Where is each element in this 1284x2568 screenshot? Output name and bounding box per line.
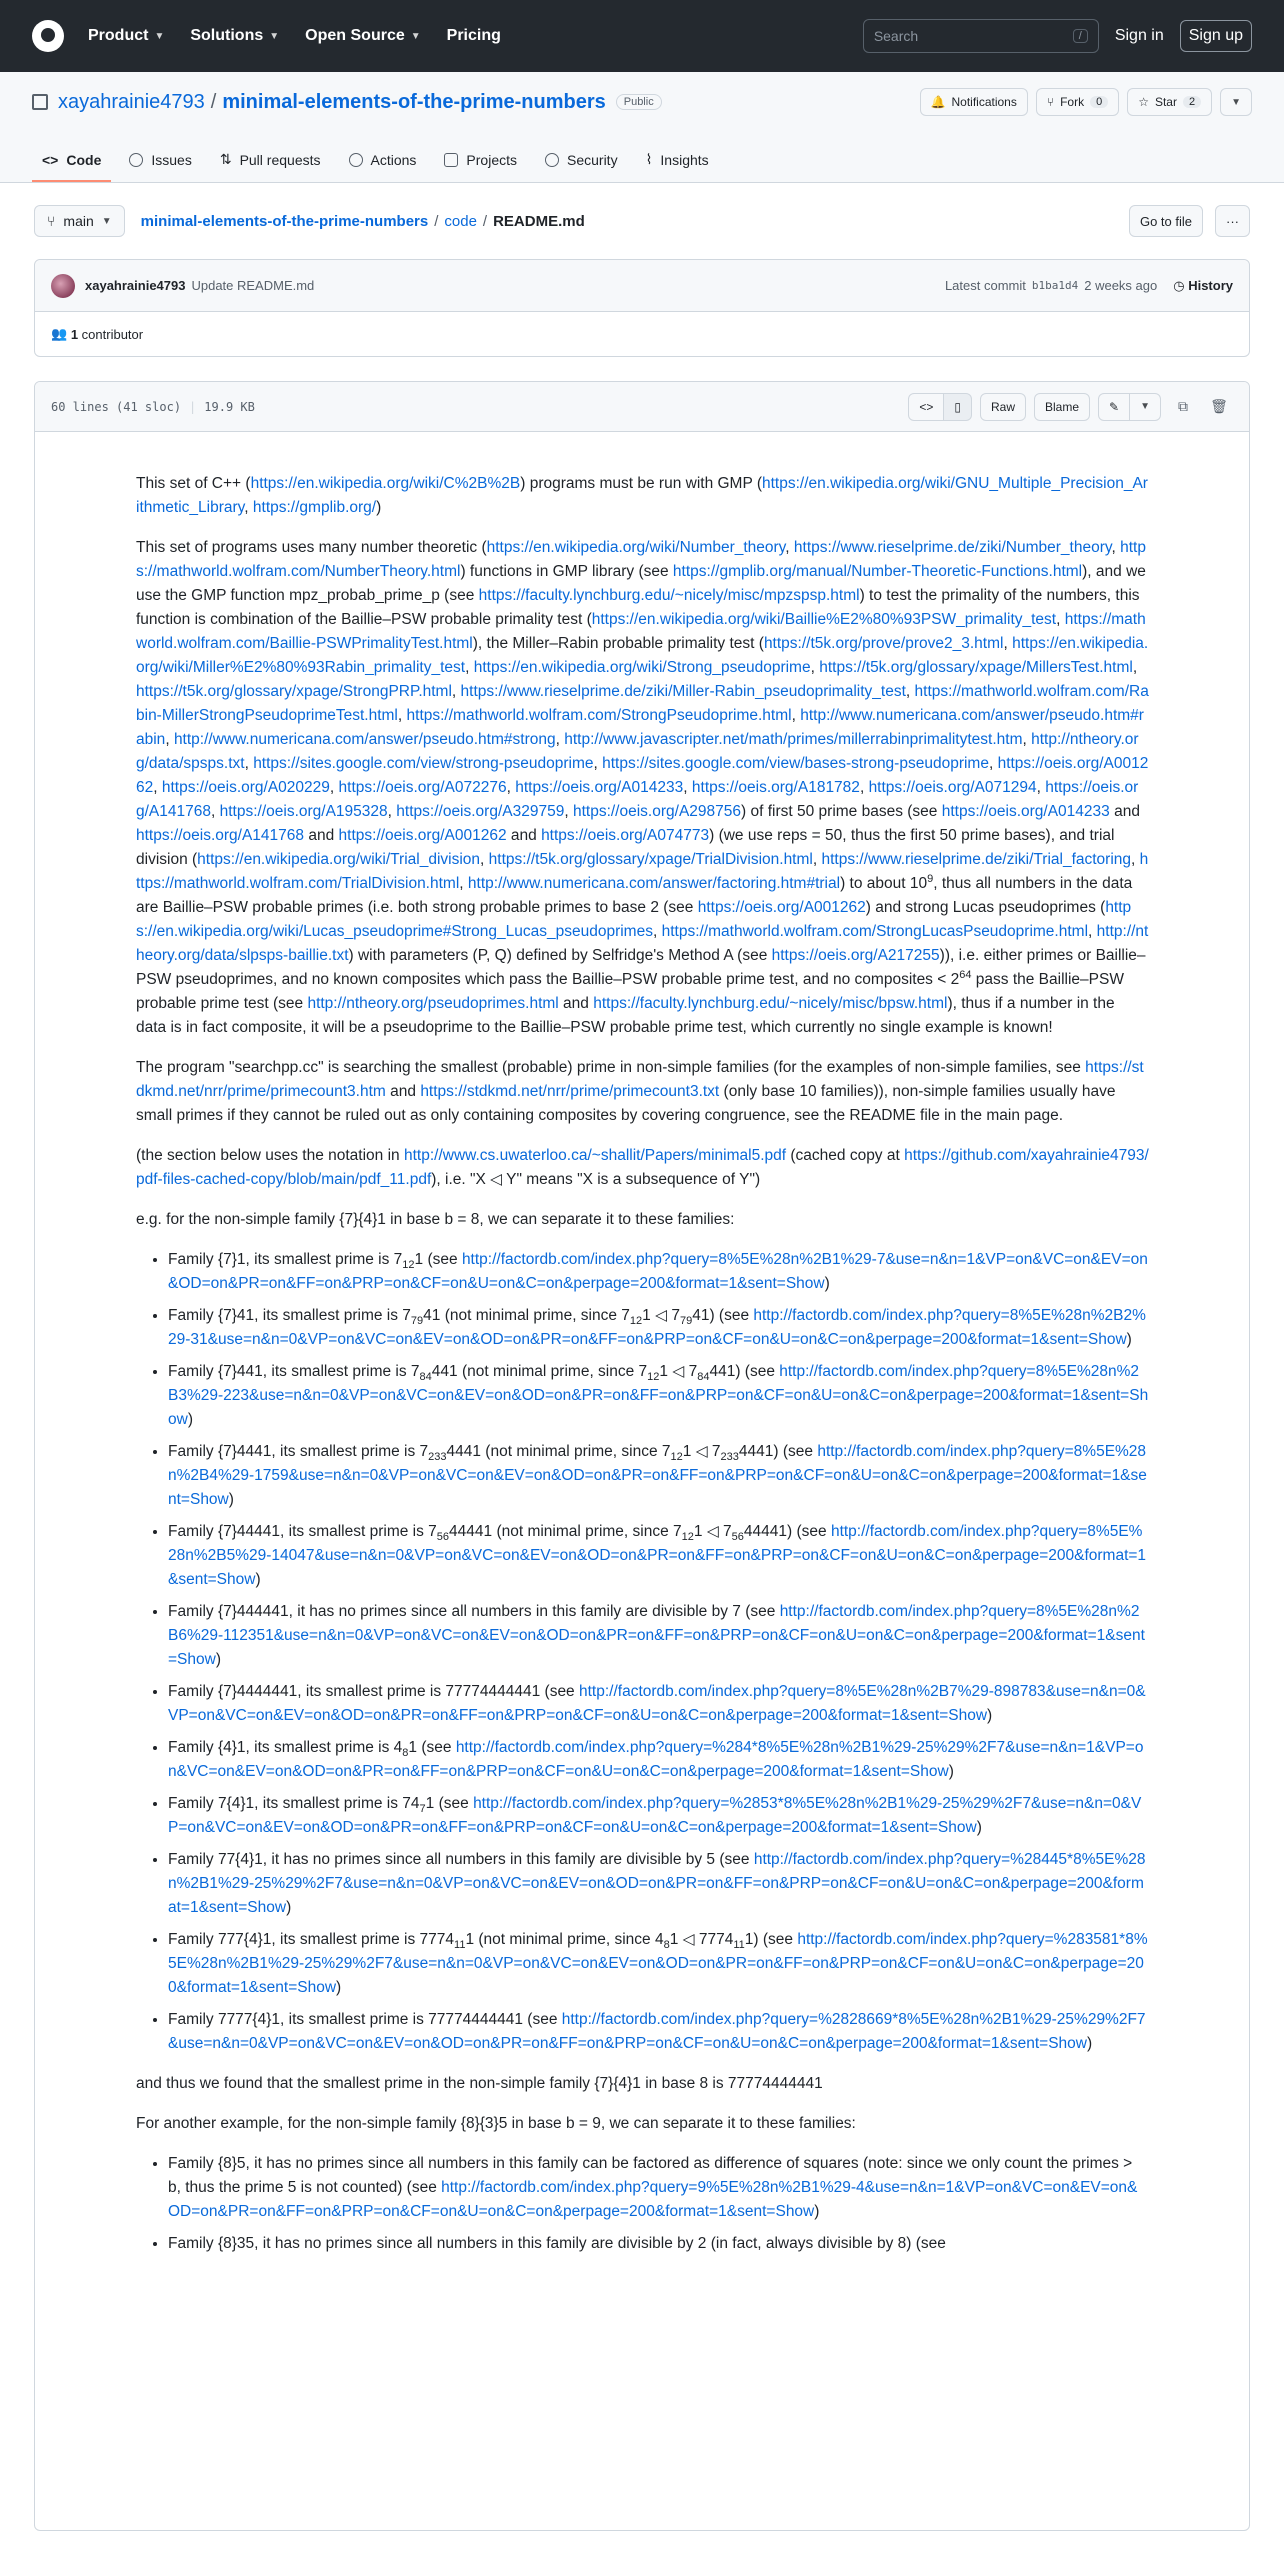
- pencil-icon: ✎: [1109, 399, 1120, 414]
- notifications-label: Notifications: [951, 95, 1017, 109]
- readme-link[interactable]: http://ntheory.org/data/spsps.txt: [136, 731, 1139, 772]
- readme-link[interactable]: https://faculty.lynchburg.edu/~nicely/misc/mpzspsp.html: [478, 587, 860, 604]
- readme-link[interactable]: https://oeis.org/A329759: [396, 803, 565, 820]
- readme-link[interactable]: https://oeis.org/A072276: [338, 779, 507, 796]
- copy-icon: ⧉: [1178, 398, 1188, 414]
- fork-label: Fork: [1060, 95, 1085, 109]
- readme-link[interactable]: http://factordb.com/index.php?query=8%5E%28n%2B1%29-7&use=n&n=1&VP=on&VC=on&EV=on&OD=on&PR=on&FF=on&PRP=on&CF=on&U=on&C=on&perpage=200&format=1&sent=Show: [168, 1251, 1148, 1292]
- readme-link[interactable]: https://sites.google.com/view/strong-pseudoprime: [253, 755, 594, 772]
- branch-name: main: [63, 213, 94, 229]
- github-logo-icon[interactable]: [32, 20, 64, 52]
- issue-icon: [129, 153, 143, 167]
- readme-link[interactable]: https://t5k.org/glossary/xpage/MillersTest.html: [819, 659, 1133, 676]
- copy-button[interactable]: [1169, 393, 1197, 421]
- readme-link[interactable]: https://www.rieselprime.de/ziki/Number_theory: [793, 539, 1112, 556]
- clock-icon: ◷: [1173, 277, 1185, 293]
- nav-label: Open Source: [305, 27, 405, 44]
- repo-name-link[interactable]: minimal-elements-of-the-prime-numbers: [222, 90, 606, 113]
- star-count: 2: [1183, 96, 1201, 108]
- chevron-down-icon: ▼: [410, 30, 421, 42]
- tab-label: Projects: [466, 152, 517, 168]
- list-item: • Family 7777{4}1, its smallest prime is 77774444441 (see http://factordb.com/index.php?query=%2828669*8%5E%28n%2B1%29-25%29%2F7&use=n&n=0&VP=on&VC=on&EV=on&OD=on&PR=on&FF=on&PRP=on&CF=on&U=on&C=on&perpage=200&format=1&sent=Show): [168, 2008, 1149, 2056]
- nav-label: Solutions: [190, 27, 264, 44]
- more-options-button[interactable]: ···: [1215, 205, 1250, 237]
- tab-label: Pull requests: [239, 151, 321, 168]
- delete-button[interactable]: [1205, 393, 1233, 421]
- readme-link[interactable]: https://sites.google.com/view/bases-strong-pseudoprime: [602, 755, 989, 772]
- code-icon: <>: [42, 152, 59, 168]
- file-icon: ▯: [954, 399, 961, 414]
- nav-pricing[interactable]: Pricing: [446, 27, 501, 44]
- nav-product[interactable]: [88, 27, 164, 45]
- readme-link[interactable]: https://stdkmd.net/nrr/prime/primecount3.htm: [136, 1059, 1144, 1100]
- blame-button[interactable]: Blame: [1034, 393, 1090, 421]
- readme-link[interactable]: http://factordb.com/index.php?query=8%5E%28n%2B6%29-112351&use=n&n=0&VP=on&VC=on&EV=on&OD=on&PR=on&FF=on&PRP=on&CF=on&U=on&C=on&perpage=200&format=1&sent=Show: [168, 1603, 1145, 1668]
- repo-tabs: [32, 132, 1252, 182]
- trash-icon: 🗑: [1210, 398, 1228, 414]
- list-item: • Family {7}441, its smallest prime is $7_{84}441$ (not minimal prime, since $7_{12}1$ ◁ $7_{84}441$) (see http://factordb.com/index.php?query=8%5E%28n%2B3%29-223&use=n&n=0&VP=on&VC=on&EV=on&OD=on&PR=on&FF=on&PRP=on&CF=on&U=on&C=on&perpage=200&format=1&sent=Show): [168, 1360, 1149, 1432]
- list-item: • Family {7}4444441, its smallest prime is 77774444441 (see http://factordb.com/index.php?query=8%5E%28n%2B7%29-898783&use=n&n=0&VP=on&VC=on&EV=on&OD=on&PR=on&FF=on&PRP=on&CF=on&U=on&C=on&perpage=200&format=1&sent=Show): [168, 1680, 1149, 1728]
- chevron-down-icon: ▼: [1231, 96, 1241, 108]
- code-view-button[interactable]: [908, 393, 944, 421]
- readme-link[interactable]: http://www.cs.uwaterloo.ca/~shallit/Papers/minimal5.pdf: [403, 1147, 787, 1164]
- tab-projects[interactable]: [434, 152, 527, 182]
- readme-link[interactable]: https://t5k.org/glossary/xpage/TrialDivision.html: [488, 851, 813, 868]
- readme-link[interactable]: http://factordb.com/index.php?query=8%5E%28n%2B3%29-223&use=n&n=0&VP=on&VC=on&EV=on&OD=on&PR=on&FF=on&PRP=on&CF=on&U=on&C=on&perpage=200&format=1&sent=Show: [168, 1363, 1149, 1428]
- readme-link[interactable]: http://factordb.com/index.php?query=8%5E%28n%2B5%29-14047&use=n&n=0&VP=on&VC=on&EV=on&OD=on&PR=on&FF=on&PRP=on&CF=on&U=on&C=on&perpage=200&format=1&sent=Show: [168, 1523, 1147, 1588]
- tab-issues[interactable]: [119, 152, 201, 182]
- readme-link[interactable]: https://en.wikipedia.org/wiki/Miller%E2%80%93Rabin_primality_test: [136, 635, 1149, 676]
- contributors-row[interactable]: [35, 312, 1249, 356]
- readme-link[interactable]: https://t5k.org/prove/prove2_3.html: [763, 635, 1004, 652]
- list-item: • Family {7}41, its smallest prime is $7_{79}41$ (not minimal prime, since $7_{12}1$ ◁ $7_{79}41$) (see http://factordb.com/index.php?query=8%5E%28n%2B2%29-31&use=n&n=0&VP=on&VC=on&EV=on&OD=on&PR=on&FF=on&PRP=on&CF=on&U=on&C=on&perpage=200&format=1&sent=Show): [168, 1304, 1149, 1352]
- readme-link[interactable]: https://oeis.org/A181782: [691, 779, 860, 796]
- readme-link[interactable]: https://en.wikipedia.org/wiki/Lucas_pseudoprime#Strong_Lucas_pseudoprimes: [136, 899, 1132, 940]
- readme-paragraph: e.g. for the non-simple family {7}{4}1 in base b = 8, we can separate it to these families:: [136, 1211, 735, 1228]
- readme-link[interactable]: https://mathworld.wolfram.com/Rabin-MillerStrongPseudoprimeTest.html: [136, 683, 1149, 724]
- readme-link[interactable]: https://en.wikipedia.org/wiki/GNU_Multiple_Precision_Arithmetic_Library: [136, 475, 1148, 516]
- tab-label: Code: [66, 152, 102, 168]
- list-item: • Family 7{4}1, its smallest prime is $74_71$ (see http://factordb.com/index.php?query=%2853*8%5E%28n%2B1%29-25%29%2F7&use=n&n=0&VP=on&VC=on&EV=on&OD=on&PR=on&FF=on&PRP=on&CF=on&U=on&C=on&perpage=200&format=1&sent=Show): [168, 1792, 1149, 1840]
- search-input[interactable]: [863, 19, 1099, 53]
- readme-link[interactable]: https://t5k.org/glossary/xpage/StrongPRP.html: [136, 683, 452, 700]
- divider: |: [189, 399, 197, 414]
- readme-link[interactable]: https://gmplib.org/manual/Number-Theoretic-Functions.html: [672, 563, 1083, 580]
- nav-label: Product: [88, 27, 149, 44]
- readme-link[interactable]: https://mathworld.wolfram.com/StrongPseudoprime.html: [406, 707, 792, 724]
- pull-request-icon: ⇅: [219, 151, 232, 167]
- path-separator: /: [482, 212, 488, 230]
- star-label: Star: [1154, 95, 1177, 109]
- readme-link[interactable]: https://mathworld.wolfram.com/StrongLucasPseudoprime.html: [661, 923, 1089, 940]
- readme-link[interactable]: https://oeis.org/A141768: [136, 827, 305, 844]
- avatar[interactable]: [51, 274, 75, 298]
- readme-link[interactable]: http://factordb.com/index.php?query=%284*8%5E%28n%2B1%29-25%29%2F7&use=n&n=1&VP=on&VC=on&EV=on&OD=on&PR=on&FF=on&PRP=on&CF=on&U=on&C=on&perpage=200&format=1&sent=Show: [168, 1739, 1144, 1780]
- preview-button[interactable]: [944, 393, 972, 421]
- file-header: [35, 382, 1249, 432]
- readme-link[interactable]: https://oeis.org/A195328: [219, 803, 388, 820]
- family-list: [136, 2152, 1149, 2256]
- readme-link[interactable]: http://factordb.com/index.php?query=%2828669*8%5E%28n%2B1%29-25%29%2F7&use=n&n=0&VP=on&VC=on&EV=on&OD=on&PR=on&FF=on&PRP=on&CF=on&U=on&C=on&perpage=200&format=1&sent=Show: [168, 2011, 1146, 2052]
- readme-link[interactable]: http://www.numericana.com/answer/factoring.htm#trial: [467, 875, 841, 892]
- readme-paragraph: The program "searchpp.cc" is searching the smallest (probable) prime in non-simple families (for the examples of non-simple families, see https://stdkmd.net/nrr/prime/primecount3.htm and https://stdkmd.net/nrr/prime/primecount3.txt (only base 10 families)), non-simple families usually have small primes if they cannot be ruled out as only containing composites by covering congruence, see the README file in the main page.: [136, 1059, 1144, 1124]
- play-icon: [349, 153, 363, 167]
- code-icon: <>: [919, 399, 934, 414]
- chevron-down-icon: ▼: [101, 215, 112, 227]
- sign-in-link[interactable]: Sign in: [1114, 27, 1164, 44]
- readme-link[interactable]: https://mathworld.wolfram.com/TrialDivision.html: [136, 851, 1149, 892]
- repo-header: [0, 72, 1284, 183]
- sign-up-button[interactable]: Sign up: [1180, 20, 1252, 52]
- readme-link[interactable]: https://oeis.org/A001262: [338, 827, 507, 844]
- readme-link[interactable]: http://factordb.com/index.php?query=%28445*8%5E%28n%2B1%29-25%29%2F7&use=n&n=0&VP=on&VC=on&EV=on&OD=on&PR=on&FF=on&PRP=on&CF=on&U=on&C=on&perpage=200&format=1&sent=Show: [168, 1851, 1146, 1916]
- branch-select-button[interactable]: [34, 205, 125, 237]
- readme-link[interactable]: https://oeis.org/A217255: [771, 947, 940, 964]
- tab-security[interactable]: [535, 152, 628, 182]
- breadcrumb-repo-link[interactable]: minimal-elements-of-the-prime-numbers: [140, 212, 429, 230]
- readme-paragraph: and thus we found that the smallest prime in the non-simple family {7}{4}1 in base 8 is 77774444441: [136, 2075, 823, 2092]
- path-separator: /: [434, 212, 439, 230]
- readme-link[interactable]: http://factordb.com/index.php?query=8%5E%28n%2B7%29-898783&use=n&n=0&VP=on&VC=on&EV=on&OD=on&PR=on&FF=on&PRP=on&CF=on&U=on&C=on&perpage=200&format=1&sent=Show: [168, 1683, 1146, 1724]
- history-button[interactable]: [1173, 278, 1233, 294]
- chevron-down-icon: ▼: [1140, 401, 1150, 412]
- readme-link[interactable]: https://oeis.org/A071294: [868, 779, 1037, 796]
- list-item: • Family {7}44441, its smallest prime is $7_{56}44441$ (not minimal prime, since $7_{12}1$ ◁ $7_{56}44441$) (see http://factordb.com/index.php?query=8%5E%28n%2B5%29-14047&use=n&n=0&VP=on&VC=on&EV=on&OD=on&PR=on&FF=on&PRP=on&CF=on&U=on&C=on&perpage=200&format=1&sent=Show): [168, 1520, 1149, 1592]
- readme-paragraph: For another example, for the non-simple family {8}{3}5 in base b = 9, we can separate it to these families:: [136, 2115, 856, 2132]
- star-icon: ☆: [1138, 95, 1149, 109]
- star-dropdown-button[interactable]: [1220, 88, 1252, 116]
- branch-icon: ⑂: [47, 213, 56, 229]
- bell-icon: 🔔: [930, 95, 946, 109]
- global-header: [0, 0, 1284, 72]
- contributors-count: 1: [70, 326, 79, 342]
- raw-button[interactable]: Raw: [980, 393, 1026, 421]
- readme-link[interactable]: http://ntheory.org/pseudoprimes.html: [307, 995, 559, 1012]
- fork-count: 0: [1090, 96, 1108, 108]
- contributors-label: contributor: [81, 326, 144, 342]
- readme-link[interactable]: http://ntheory.org/data/slpsps-baillie.txt: [136, 923, 1149, 964]
- readme-link[interactable]: https://faculty.lynchburg.edu/~nicely/misc/bpsw.html: [593, 995, 948, 1012]
- readme-link[interactable]: http://www.javascripter.net/math/primes/millerrabinprimalitytest.htm: [564, 731, 1023, 748]
- readme-link[interactable]: http://factordb.com/index.php?query=%283581*8%5E%28n%2B1%29-25%29%2F7&use=n&n=0&VP=on&VC=on&EV=on&OD=on&PR=on&FF=on&PRP=on&CF=on&U=on&C=on&perpage=200&format=1&sent=Show: [168, 1931, 1148, 1996]
- readme-link[interactable]: https://stdkmd.net/nrr/prime/primecount3.txt: [420, 1083, 720, 1100]
- list-item: • Family 77{4}1, it has no primes since all numbers in this family are divisible by 5 (see http://factordb.com/index.php?query=%28445*8%5E%28n%2B1%29-25%29%2F7&use=n&n=0&VP=on&VC=on&EV=on&OD=on&PR=on&FF=on&PRP=on&CF=on&U=on&C=on&perpage=200&format=1&sent=Show): [168, 1848, 1149, 1920]
- readme-link[interactable]: https://oeis.org/A141768: [136, 779, 1139, 820]
- file-path-bar: [34, 183, 1250, 259]
- list-item: • Family 777{4}1, its smallest prime is $7774_{11}1$ (not minimal prime, since $4_81$ ◁ $7774_{11}1$) (see http://factordb.com/index.php?query=%283581*8%5E%28n%2B1%29-25%29%2F7&use=n&n=0&VP=on&VC=on&EV=on&OD=on&PR=on&FF=on&PRP=on&CF=on&U=on&C=on&perpage=200&format=1&sent=Show): [168, 1928, 1149, 2000]
- list-item: • Family {7}1, its smallest prime is $7_{12}1$ (see http://factordb.com/index.php?query=8%5E%28n%2B1%29-7&use=n&n=1&VP=on&VC=on&EV=on&OD=on&PR=on&FF=on&PRP=on&CF=on&U=on&C=on&perpage=200&format=1&sent=Show): [168, 1248, 1149, 1296]
- readme-paragraph: This set of C++ (https://en.wikipedia.org/wiki/C%2B%2B) programs must be run with GMP (https://en.wikipedia.org/wiki/GNU_Multiple_Precision_Arithmetic_Library, https://gmplib.org/): [136, 475, 1148, 516]
- readme-link[interactable]: https://oeis.org/A001262: [136, 755, 1149, 796]
- breadcrumb-folder-link[interactable]: code: [444, 212, 477, 230]
- readme-link[interactable]: https://en.wikipedia.org/wiki/Strong_pseudoprime: [473, 659, 811, 676]
- edit-button[interactable]: [1098, 393, 1130, 421]
- tab-label: Security: [567, 152, 618, 168]
- readme-paragraph: This set of programs uses many number theoretic (https://en.wikipedia.org/wiki/Number_theory, https://www.rieselprime.de/ziki/Number_theory, https://mathworld.wolfram.com/NumberTheory.html) functions in GMP library (see https://gmplib.org/manual/Number-Theoretic-Functions.html), and we use the GMP function mpz_probab_prime_p (see https://faculty.lynchburg.edu/~nicely/misc/mpzspsp.html) to test the primality of the numbers, this function is combination of the Baillie–PSW probable primality test (https://en.wikipedia.org/wiki/Baillie%E2%80%93PSW_primality_test, https://mathworld.wolfram.com/Baillie-PSWPrimalityTest.html), the Miller–Rabin probable primality test (https://t5k.org/prove/prove2_3.html, https://en.wikipedia.org/wiki/Miller%E2%80%93Rabin_primality_test, https://en.wikipedia.org/wiki/Strong_pseudoprime, https://t5k.org/glossary/xpage/MillersTest.html, https://t5k.org/glossary/xpage/StrongPRP.html, https://www.rieselprime.de/ziki/Miller-Rabin_pseudoprimality_test, https://mathworld.wolfram.com/Rabin-MillerStrongPseudoprimeTest.html, https://mathworld.wolfram.com/StrongPseudoprime.html, http://www.numericana.com/answer/pseudo.htm#rabin, http://www.numericana.com/answer/pseudo.htm#strong, http://www.javascripter.net/math/primes/millerrabinprimalitytest.htm, http://ntheory.org/data/spsps.txt, https://sites.google.com/view/strong-pseudoprime, https://sites.google.com/view/bases-strong-pseudoprime, https://oeis.org/A001262, https://oeis.org/A020229, https://oeis.org/A072276, https://oeis.org/A014233, https://oeis.org/A181782, https://oeis.org/A071294, https://oeis.org/A141768, https://oeis.org/A195328, https://oeis.org/A329759, https://oeis.org/A298756) of first 50 prime bases (see https://oeis.org/A014233 and https://oeis.org/A141768 and https://oeis.org/A001262 and https://oeis.org/A074773) (we use reps = 50, thus the first 50 prime bases), and trial division (https://en.wikipedia.org/wiki/Trial_division, https://t5k.org/glossary/xpage/TrialDivision.html, https://www.rieselprime.de/ziki/Trial_factoring, https://mathworld.wolfram.com/TrialDivision.html, http://www.numericana.com/answer/factoring.htm#trial) to about $10^9$, thus all numbers in the data are Baillie–PSW probable primes (i.e. both strong probable primes to base 2 (see https://oeis.org/A001262) and strong Lucas pseudoprimes (https://en.wikipedia.org/wiki/Lucas_pseudoprime#Strong_Lucas_pseudoprimes, https://mathworld.wolfram.com/StrongLucasPseudoprime.html, http://ntheory.org/data/slpsps-baillie.txt) with parameters (P, Q) defined by Selfridge's Method A (see https://oeis.org/A217255)), i.e. either primes or Baillie–PSW pseudoprimes, and no known composites which pass the Baillie–PSW probable prime test, and no composites < $2^{64}$ pass the Baillie–PSW probable prime test (see http://ntheory.org/pseudoprimes.html and https://faculty.lynchburg.edu/~nicely/misc/bpsw.html), thus if a number in the data is in fact composite, it will be a pseudoprime to the Baillie–PSW probable prime test, which currently no single example is known!: [136, 539, 1149, 1036]
- commit-sha-link[interactable]: b1ba1d4: [1031, 279, 1079, 292]
- readme-link[interactable]: https://en.wikipedia.org/wiki/Number_theory: [486, 539, 786, 556]
- global-nav: [88, 27, 501, 45]
- edit-dropdown-button[interactable]: [1130, 393, 1161, 421]
- readme-link[interactable]: https://www.rieselprime.de/ziki/Miller-Rabin_pseudoprimality_test: [460, 683, 906, 700]
- readme-link[interactable]: https://gmplib.org/: [252, 499, 377, 516]
- list-item: • Family {4}1, its smallest prime is $4_81$ (see http://factordb.com/index.php?query=%284*8%5E%28n%2B1%29-25%29%2F7&use=n&n=1&VP=on&VC=on&EV=on&OD=on&PR=on&FF=on&PRP=on&CF=on&U=on&C=on&perpage=200&format=1&sent=Show): [168, 1736, 1149, 1784]
- view-toggle: [908, 393, 972, 421]
- edit-group: [1098, 393, 1161, 421]
- tab-label: Insights: [660, 151, 709, 168]
- chevron-down-icon: ▼: [154, 30, 165, 42]
- file-line-count: 60 lines (41 sloc): [51, 399, 182, 414]
- chevron-down-icon: ▼: [269, 30, 280, 42]
- readme-link[interactable]: http://www.numericana.com/answer/pseudo.htm#rabin: [136, 707, 1144, 748]
- notifications-button[interactable]: [920, 88, 1028, 116]
- readme-link[interactable]: https://en.wikipedia.org/wiki/Baillie%E2%80%93PSW_primality_test: [591, 611, 1057, 628]
- tab-insights[interactable]: [636, 151, 719, 182]
- nav-open-source[interactable]: [305, 27, 420, 45]
- readme-link[interactable]: https://oeis.org/A074773: [541, 827, 710, 844]
- readme-link[interactable]: https://oeis.org/A014233: [515, 779, 684, 796]
- readme-paragraph: (the section below uses the notation in http://www.cs.uwaterloo.ca/~shallit/Papers/minimal5.pdf (cached copy at https://github.com/xayahrainie4793/pdf-files-cached-copy/blob/main/pdf_11.pdf), i.e. "X ◁ Y" means "X is a subsequence of Y"): [136, 1147, 1149, 1188]
- commit-time: 2 weeks ago: [1084, 278, 1158, 293]
- readme-link[interactable]: https://en.wikipedia.org/wiki/Trial_division: [197, 851, 481, 868]
- readme-link[interactable]: http://factordb.com/index.php?query=8%5E%28n%2B2%29-31&use=n&n=0&VP=on&VC=on&EV=on&OD=on&PR=on&FF=on&PRP=on&CF=on&U=on&C=on&perpage=200&format=1&sent=Show: [168, 1307, 1146, 1348]
- list-item: • Family {7}444441, it has no primes since all numbers in this family are divisible by 7 (see http://factordb.com/index.php?query=8%5E%28n%2B6%29-112351&use=n&n=0&VP=on&VC=on&EV=on&OD=on&PR=on&FF=on&PRP=on&CF=on&U=on&C=on&perpage=200&format=1&sent=Show): [168, 1600, 1149, 1672]
- commit-message-link[interactable]: Update README.md: [191, 278, 315, 293]
- readme-content: [35, 432, 1249, 2256]
- breadcrumb-file-name: README.md: [493, 212, 585, 230]
- latest-commit-box: [34, 259, 1250, 357]
- fork-button[interactable]: [1036, 88, 1119, 116]
- repo-owner-link[interactable]: xayahrainie4793: [58, 90, 205, 113]
- readme-link[interactable]: https://mathworld.wolfram.com/Baillie-PSWPrimalityTest.html: [136, 611, 1146, 652]
- repo-icon: [32, 94, 48, 110]
- readme-link[interactable]: http://www.numericana.com/answer/pseudo.htm#strong: [173, 731, 556, 748]
- tab-pull-requests[interactable]: [210, 151, 331, 182]
- readme-link[interactable]: https://mathworld.wolfram.com/NumberTheory.html: [136, 539, 1146, 580]
- readme-link[interactable]: https://oeis.org/A001262: [697, 899, 866, 916]
- readme-link[interactable]: https://www.rieselprime.de/ziki/Trial_factoring: [821, 851, 1132, 868]
- tab-actions[interactable]: [339, 152, 427, 182]
- latest-commit-label: Latest commit: [944, 278, 1026, 293]
- visibility-badge: Public: [616, 94, 662, 110]
- table-icon: [444, 153, 458, 167]
- readme-link[interactable]: http://factordb.com/index.php?query=8%5E%28n%2B4%29-1759&use=n&n=0&VP=on&VC=on&EV=on&OD=on&PR=on&FF=on&PRP=on&CF=on&U=on&C=on&perpage=200&format=1&sent=Show: [168, 1443, 1147, 1508]
- readme-link[interactable]: https://en.wikipedia.org/wiki/C%2B%2B: [250, 475, 521, 492]
- file-size: 19.9 KB: [204, 399, 255, 414]
- readme-link[interactable]: https://oeis.org/A298756: [572, 803, 742, 820]
- search-shortcut-key: /: [1073, 29, 1088, 43]
- history-label: History: [1188, 277, 1233, 293]
- list-item: • Family {8}5, it has no primes since all numbers in this family can be factored as difference of squares (note: since we only count the primes > b, thus the prime 5 is not counted) (see http://factordb.com/index.php?query=9%5E%28n%2B1%29-4&use=n&n=1&VP=on&VC=on&EV=on&OD=on&PR=on&FF=on&PRP=on&CF=on&U=on&C=on&perpage=200&format=1&sent=Show): [168, 2152, 1149, 2224]
- nav-solutions[interactable]: [190, 27, 279, 45]
- readme-link[interactable]: https://oeis.org/A020229: [161, 779, 330, 796]
- list-item: • Family {8}35, it has no primes since all numbers in this family are divisible by 2 (in fact, always divisible by 8) (see: [168, 2232, 1149, 2256]
- tab-code[interactable]: [32, 152, 111, 182]
- star-button[interactable]: [1127, 88, 1212, 116]
- graph-icon: ⌇: [645, 151, 653, 167]
- shield-icon: [545, 153, 559, 167]
- family-list: [136, 1248, 1149, 2056]
- readme-link[interactable]: http://factordb.com/index.php?query=9%5E%28n%2B1%29-4&use=n&n=1&VP=on&VC=on&EV=on&OD=on&PR=on&FF=on&PRP=on&CF=on&U=on&C=on&perpage=200&format=1&sent=Show: [168, 2179, 1138, 2220]
- readme-link[interactable]: https://github.com/xayahrainie4793/pdf-files-cached-copy/blob/main/pdf_11.pdf: [136, 1147, 1149, 1188]
- path-separator: /: [210, 90, 217, 113]
- commit-author-link[interactable]: xayahrainie4793: [85, 278, 186, 293]
- list-item: • Family {7}4441, its smallest prime is $7_{233}4441$ (not minimal prime, since $7_{12}1$ ◁ $7_{233}4441$) (see http://factordb.com/index.php?query=8%5E%28n%2B4%29-1759&use=n&n=0&VP=on&VC=on&EV=on&OD=on&PR=on&FF=on&PRP=on&CF=on&U=on&C=on&perpage=200&format=1&sent=Show): [168, 1440, 1149, 1512]
- readme-link[interactable]: https://oeis.org/A014233: [941, 803, 1110, 820]
- file-viewer: [34, 381, 1250, 2531]
- search-placeholder: Search: [873, 28, 919, 44]
- fork-icon: ⑂: [1046, 95, 1055, 109]
- tab-label: Actions: [370, 152, 417, 168]
- people-icon: 👥: [51, 326, 68, 341]
- go-to-file-button[interactable]: Go to file: [1129, 205, 1203, 237]
- tab-label: Issues: [151, 152, 192, 168]
- readme-link[interactable]: http://factordb.com/index.php?query=%2853*8%5E%28n%2B1%29-25%29%2F7&use=n&n=0&VP=on&VC=on&EV=on&OD=on&PR=on&FF=on&PRP=on&CF=on&U=on&C=on&perpage=200&format=1&sent=Show: [168, 1795, 1142, 1836]
